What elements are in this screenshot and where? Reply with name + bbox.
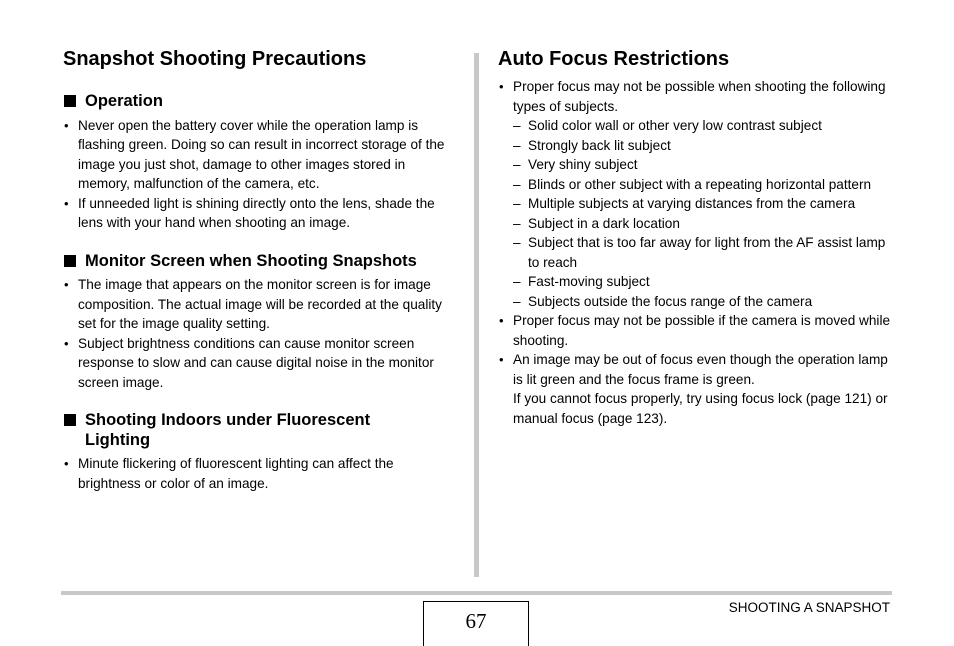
list-item-text: An image may be out of focus even though the operation lamp is lit green and the focus frame is green.: [513, 352, 888, 387]
section-heading: [63, 411, 393, 450]
section-fluorescent: [63, 411, 455, 493]
bullet-icon: •: [499, 79, 504, 94]
list-item-text: If unneeded light is shining directly onto the lens, shade the lens with your hand when shooting an image.: [78, 195, 435, 230]
section-label: SHOOTING A SNAPSHOT: [728, 600, 890, 615]
square-bullet-icon: [64, 95, 76, 107]
sub-list-item-text: Blinds or other subject with a repeating horizontal pattern: [528, 176, 872, 192]
page-number: 67: [423, 601, 529, 646]
dash-icon: –: [513, 137, 521, 153]
sub-list-item-text: Subject that is too far away for light from the AF assist lamp to reach: [528, 235, 886, 270]
list-item: [63, 194, 455, 233]
sub-list-item-text: Strongly back lit subject: [528, 137, 671, 153]
list-item: [498, 350, 893, 428]
sub-list-item-text: Subjects outside the focus range of the camera: [528, 293, 813, 309]
sub-list-item: [513, 292, 893, 312]
dash-icon: –: [513, 157, 521, 172]
sub-list: [513, 116, 893, 311]
bullet-icon: •: [64, 117, 69, 133]
list-item-text: Subject brightness conditions can cause monitor screen response to slow and can cause digital noise in the monitor screen image.: [78, 335, 434, 390]
dash-icon: –: [513, 176, 521, 192]
left-column: [63, 47, 455, 512]
sub-list-item-text: Fast-moving subject: [528, 274, 650, 289]
list-item: [498, 77, 893, 311]
bullet-icon: •: [499, 313, 504, 328]
list-item: [63, 454, 455, 493]
sub-list-item: [513, 272, 893, 292]
list-item-text: The image that appears on the monitor screen is for image composition. The actual image will be recorded at the quality set for the image quality setting.: [78, 277, 442, 331]
bullet-icon: •: [64, 456, 69, 471]
bullet-list: [498, 77, 893, 428]
dash-icon: –: [513, 274, 521, 289]
list-item-text: Proper focus may not be possible if the camera is moved while shooting.: [513, 313, 891, 348]
sub-list-item: [513, 194, 893, 214]
right-title: Auto Focus Restrictions: [498, 48, 730, 70]
section-monitor-screen: [63, 252, 455, 393]
list-item-text: Proper focus may not be possible when shooting the following types of subjects.: [513, 79, 886, 114]
list-item-text: Minute flickering of fluorescent lighting can affect the brightness or color of an image.: [78, 456, 394, 491]
section-heading-text: Operation: [85, 92, 163, 110]
dash-icon: –: [513, 215, 521, 231]
bullet-list: [63, 454, 455, 493]
list-item: [63, 275, 455, 334]
list-item-text: Never open the battery cover while the operation lamp is flashing green. Doing so can result in incorrect storage of the image you just shot, damage to other images stored in memory, malfunction of the camera, etc.: [78, 117, 445, 191]
bullet-icon: •: [64, 277, 69, 292]
sub-list-item-text: Subject in a dark location: [528, 215, 680, 231]
dash-icon: –: [513, 196, 521, 211]
list-item: [63, 334, 455, 393]
sub-list-item-text: Solid color wall or other very low contrast subject: [528, 118, 822, 133]
footer-rule: [61, 591, 892, 595]
bullet-icon: •: [64, 335, 69, 351]
right-column: [498, 47, 893, 428]
bullet-list: [63, 275, 455, 392]
section-heading: [63, 92, 455, 112]
sub-list-item-text: Multiple subjects at varying distances from the camera: [528, 196, 856, 211]
left-title: Snapshot Shooting Precautions: [63, 48, 367, 70]
bullet-list: [63, 116, 455, 233]
focus-tip-note: If you cannot focus properly, try using focus lock (page 121) or manual focus (page 123).: [513, 391, 888, 426]
list-item: [63, 116, 455, 194]
list-item: [498, 311, 893, 350]
square-bullet-icon: [64, 255, 76, 267]
section-heading: [63, 252, 455, 272]
dash-icon: –: [513, 235, 521, 250]
sub-list-item: [513, 175, 893, 195]
sub-list-item: [513, 214, 893, 234]
sub-list-item: [513, 136, 893, 156]
column-divider: [474, 53, 479, 577]
section-heading-text: Shooting Indoors under Fluorescent Lighting: [85, 411, 371, 449]
bullet-icon: •: [499, 352, 504, 367]
section-heading-text: Monitor Screen when Shooting Snapshots: [85, 251, 417, 270]
sub-list-item: [513, 116, 893, 136]
dash-icon: –: [513, 293, 521, 309]
square-bullet-icon: [64, 414, 76, 426]
dash-icon: –: [513, 118, 521, 133]
bullet-icon: •: [64, 195, 69, 211]
sub-list-item-text: Very shiny subject: [528, 157, 638, 172]
sub-list-item: [513, 233, 893, 272]
section-operation: [63, 92, 455, 233]
sub-list-item: [513, 155, 893, 175]
